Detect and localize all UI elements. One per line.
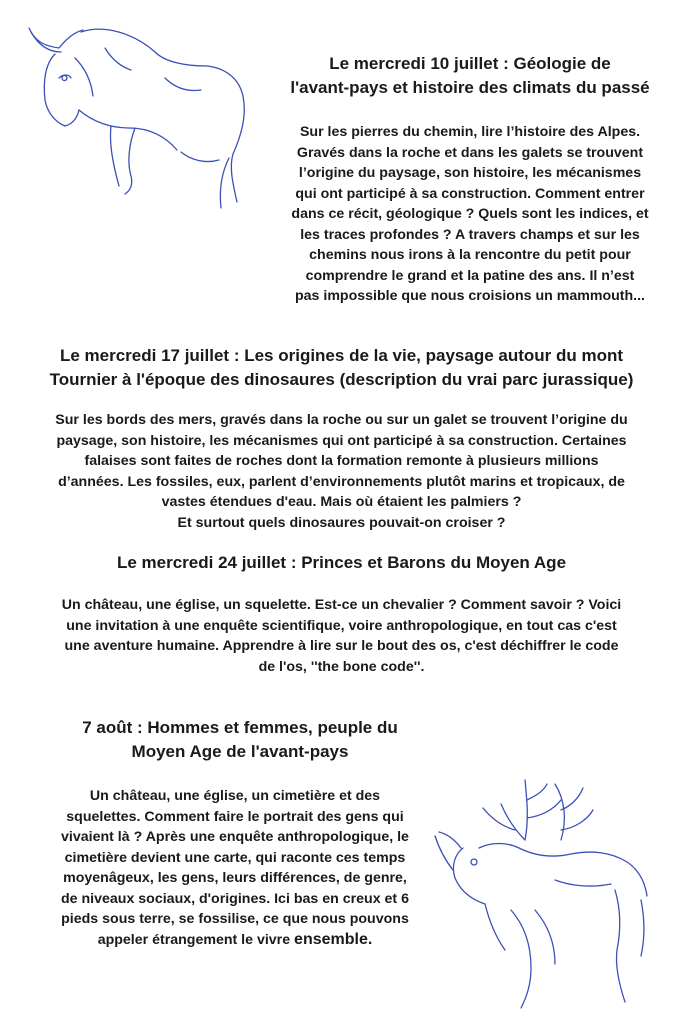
body-line: Sur les bords des mers, gravés dans la roche ou sur un galet se trouvent l’origine du — [55, 412, 628, 428]
title-line: Tournier à l'époque des dinosaures (description du vrai parc jurassique) — [49, 370, 634, 389]
section-body — [270, 122, 670, 307]
body-line: de niveaux sociaux, d'origines. Ici bas en creux et 6 — [61, 890, 409, 907]
body-line: moyenâgeux, les gens, leurs différences, de genre, — [63, 870, 407, 886]
section-title — [20, 551, 663, 575]
section-title — [40, 716, 440, 764]
body-line: Sur les pierres du chemin, lire l’histoire des Alpes. — [299, 124, 641, 140]
title-line: Le mercredi 17 juillet : Les origines de la vie, paysage autour du mont — [59, 346, 624, 365]
body-line: appeler étrangement le vivre — [97, 931, 291, 948]
title-line: Le mercredi 10 juillet : Géologie de — [329, 54, 611, 73]
body-line: les traces profondes ? A travers champs et sur les — [300, 226, 640, 243]
title-line: 7 août : Hommes et femmes, peuple du — [82, 718, 398, 737]
body-line: Un château, une église, un squelette. Est-ce un chevalier ? Comment savoir ? Voici — [61, 597, 622, 613]
section-hommes-femmes-body — [20, 786, 450, 950]
section-body — [20, 595, 663, 677]
body-line: pieds sous terre, se fossilise, ce que nous pouvons — [61, 911, 409, 927]
body-line: falaises sont faites de roches dont la formation remonte à plusieurs millions — [84, 453, 599, 469]
body-line: comprendre le grand et la patine des ans. Il n’est — [305, 267, 635, 284]
body-line: une invitation à une enquête scientifique, voire anthropologique, en tout cas c'est — [66, 617, 617, 634]
bison-sketch-illustration — [15, 18, 255, 218]
body-line: Un château, une église, un cimetière et des — [89, 788, 381, 804]
title-line: Moyen Age de l'avant-pays — [131, 742, 349, 761]
body-line: vivaient là ? Après une enquête anthropologique, le — [61, 829, 409, 845]
body-line: squelettes. Comment faire le portrait des gens qui — [66, 808, 404, 825]
body-line: Gravés dans la roche et dans les galets se trouvent — [296, 144, 644, 161]
section-body — [20, 786, 450, 950]
title-line: l'avant-pays et histoire des climats du passé — [290, 78, 650, 97]
body-line: vastes étendues d'eau. Mais où étaient les palmiers ? — [161, 494, 522, 510]
body-last-word: ensemble. — [294, 930, 373, 948]
body-line: paysage, son histoire, les mécanismes qui ont participé à sa construction. Certaines — [56, 432, 627, 449]
body-line: une aventure humaine. Apprendre à lire sur le bout des os, c'est déchiffrer le code — [64, 638, 619, 654]
body-line: dans ce récit, géologique ? Quels sont les indices, et — [291, 206, 649, 222]
body-line: Et surtout quels dinosaures pouvait-on croiser ? — [177, 514, 506, 531]
deer-sketch-illustration — [415, 770, 675, 1020]
body-line: qui ont participé à sa construction. Comment entrer — [295, 185, 645, 202]
section-princes-barons — [20, 551, 663, 677]
body-line: chemins nous irons à la rencontre du petit pour — [309, 247, 631, 263]
body-line: d’années. Les fossiles, eux, parlent d’environnements plutôt marins et tropicaux, de — [58, 473, 625, 490]
body-line: de l'os, ''the bone code''. — [258, 658, 425, 675]
section-origines-vie — [20, 344, 663, 533]
body-line: l’origine du paysage, son histoire, les mécanismes — [298, 165, 642, 181]
section-title — [20, 344, 663, 392]
body-line: cimetière devient une carte, qui raconte ces temps — [64, 849, 406, 866]
section-title — [270, 52, 670, 100]
section-geologie — [270, 52, 670, 307]
title-line: Le mercredi 24 juillet : Princes et Barons du Moyen Age — [116, 553, 567, 572]
body-line: pas impossible que nous croisions un mammouth... — [294, 288, 645, 304]
section-body — [20, 410, 663, 533]
section-hommes-femmes — [40, 716, 440, 764]
